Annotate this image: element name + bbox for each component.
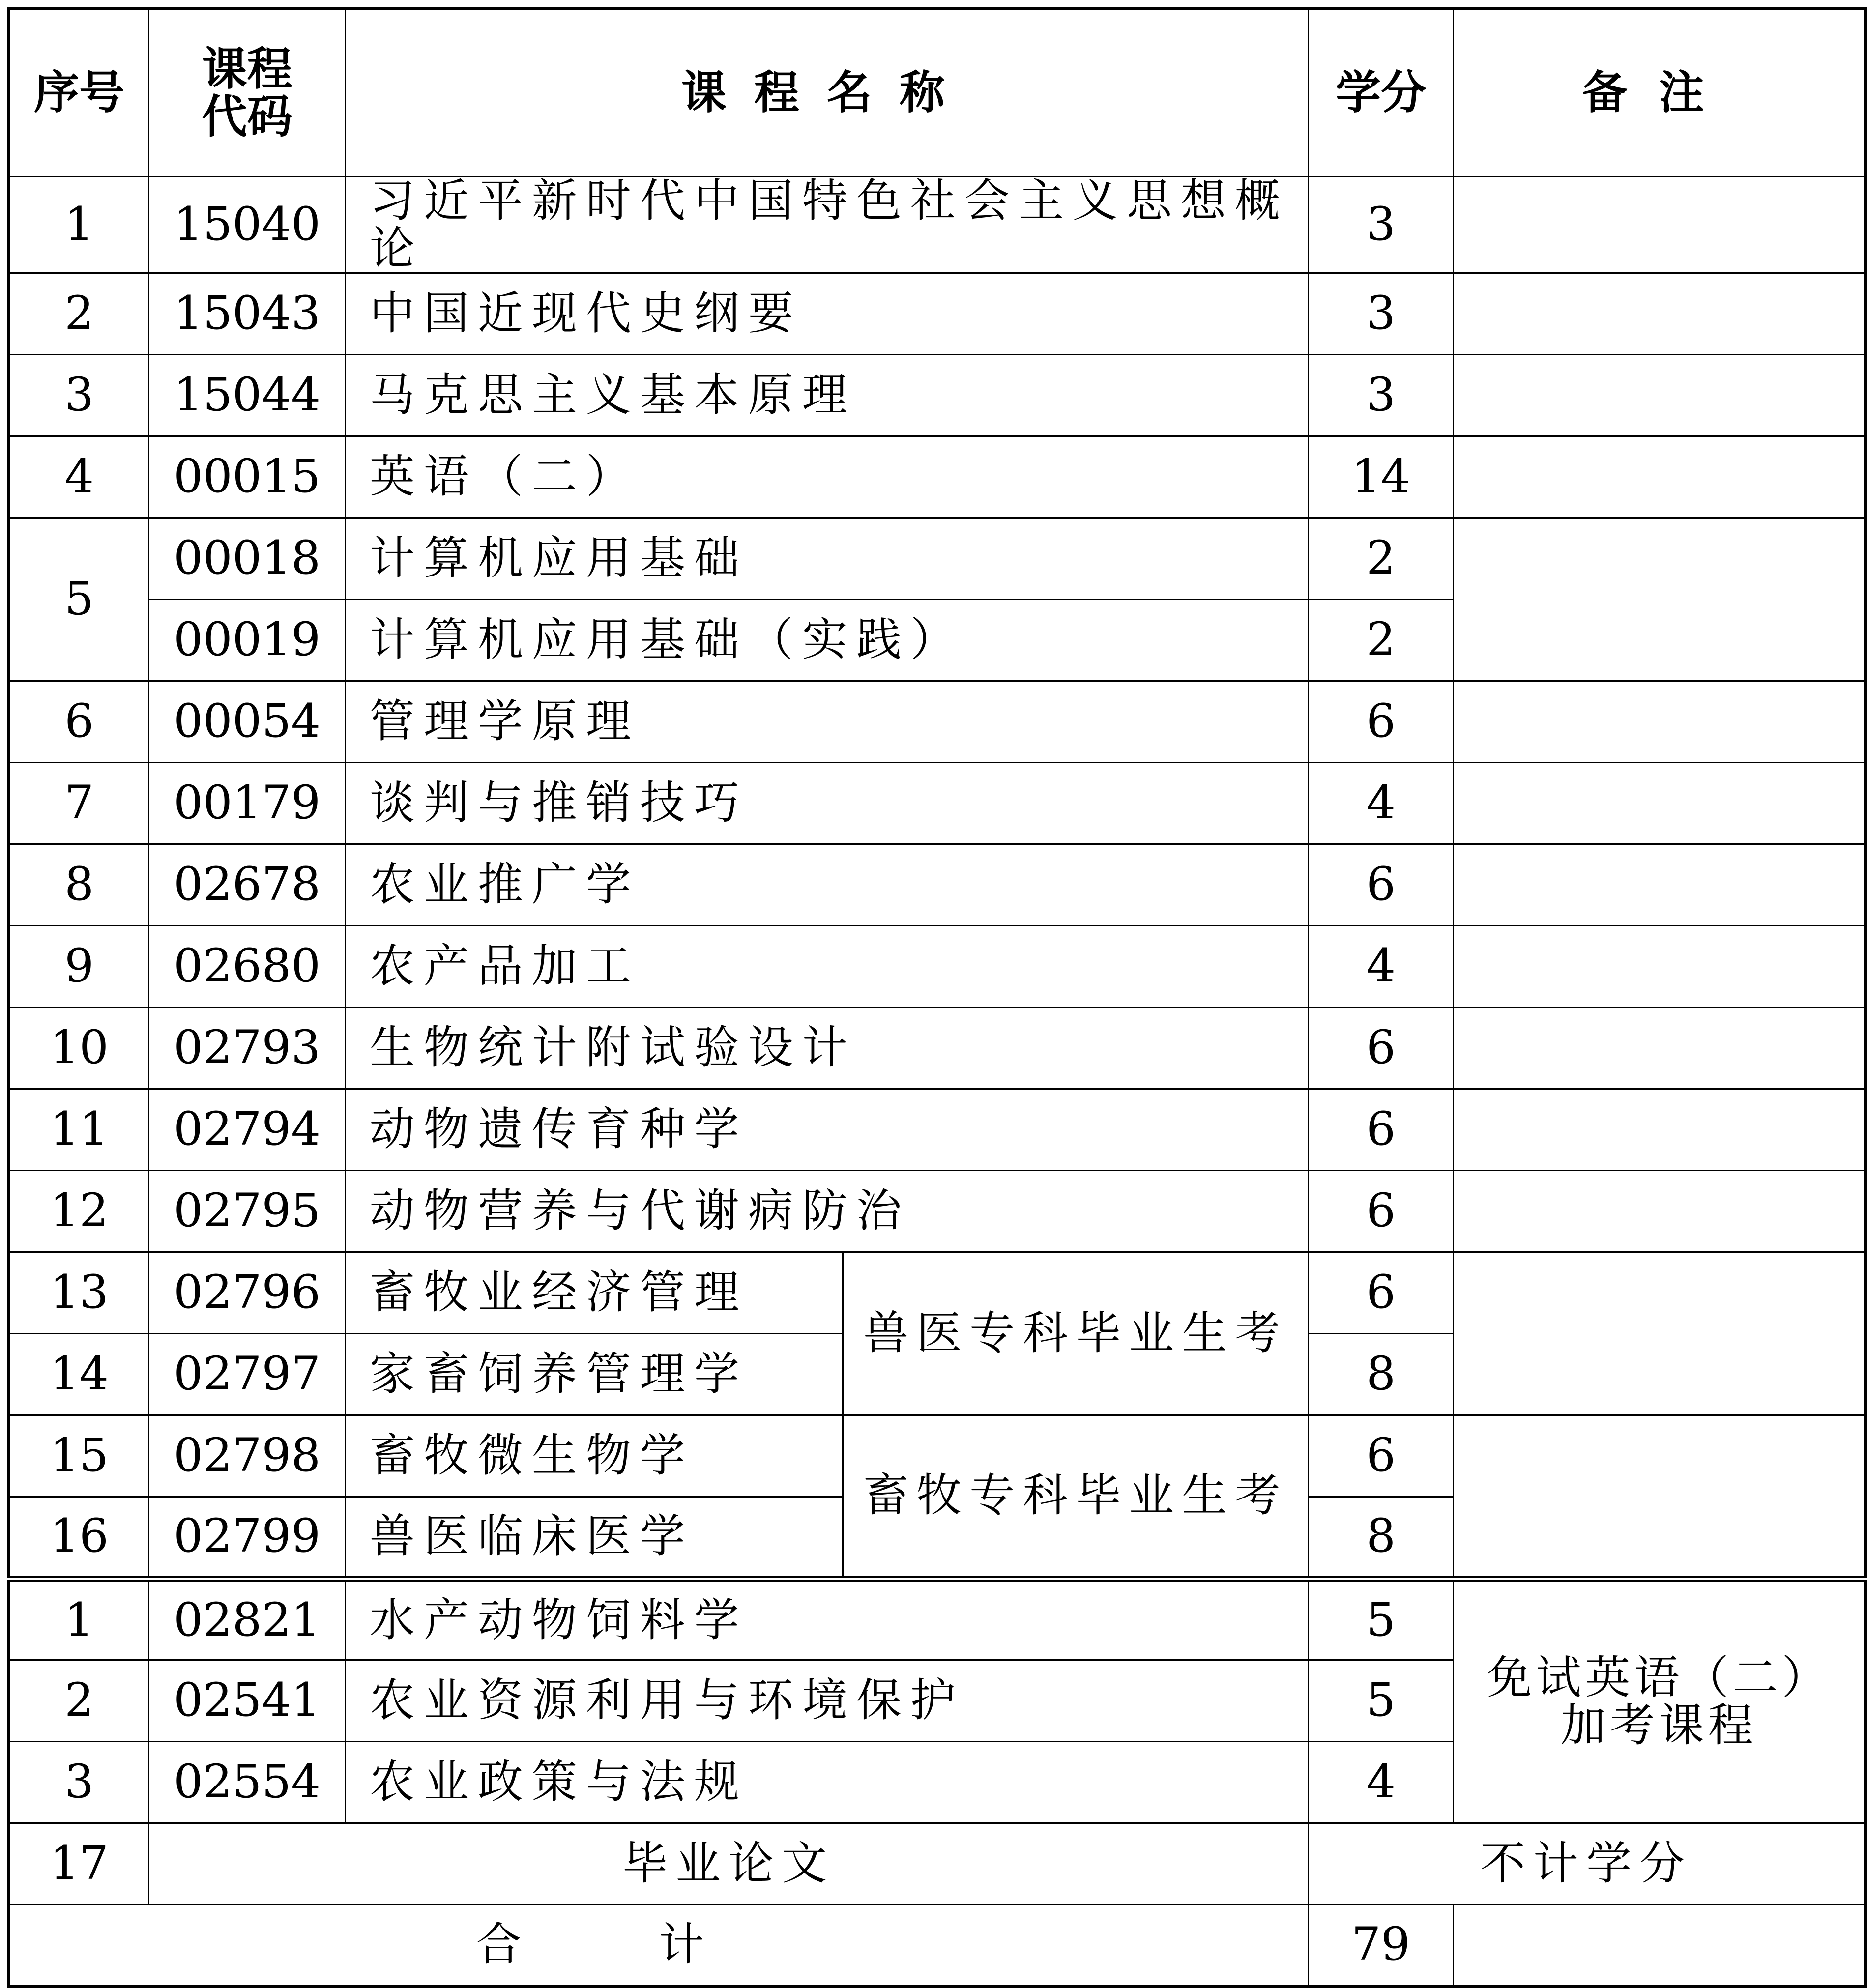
total-credit: 79 [1309, 1905, 1454, 1987]
credit-cell: 6 [1309, 1008, 1454, 1089]
header-code: 课程 代码 [149, 9, 346, 177]
code-cell: 02821 [149, 1579, 346, 1660]
remark-cell [1454, 177, 1866, 273]
name-cell: 生物统计附试验设计 [345, 1008, 1308, 1089]
credit-cell: 8 [1309, 1334, 1454, 1415]
seq-cell: 2 [9, 273, 149, 355]
header-credit: 学分 [1309, 9, 1454, 177]
table-row [9, 1171, 1866, 1252]
credit-cell: 6 [1309, 1089, 1454, 1171]
remark-cell [1454, 1171, 1866, 1252]
name-cell: 农业资源利用与环境保护 [345, 1660, 1308, 1742]
seq-cell: 5 [9, 518, 149, 681]
remark-cell [1454, 436, 1866, 518]
name-cell: 计算机应用基础（实践） [345, 600, 1308, 681]
remark-cell [1454, 518, 1866, 681]
seq-cell: 3 [9, 1742, 149, 1823]
credit-cell: 8 [1309, 1497, 1454, 1579]
credit-cell: 6 [1309, 681, 1454, 763]
remark-cell [1454, 844, 1866, 926]
code-cell: 00015 [149, 436, 346, 518]
table-row [9, 1008, 1866, 1089]
seq-cell: 1 [9, 177, 149, 273]
thesis-row [9, 1823, 1866, 1905]
credit-cell: 2 [1309, 518, 1454, 600]
credit-cell: 3 [1309, 177, 1454, 273]
code-cell: 00018 [149, 518, 346, 600]
name-cell: 畜牧业经济管理 [345, 1252, 843, 1334]
seq-cell: 9 [9, 926, 149, 1008]
seq-cell: 15 [9, 1415, 149, 1497]
seq-cell: 1 [9, 1579, 149, 1660]
credit-cell: 4 [1309, 926, 1454, 1008]
remark-cell [1454, 926, 1866, 1008]
remark-cell [1454, 681, 1866, 763]
remark-cell [1454, 1415, 1866, 1579]
credit-cell: 5 [1309, 1579, 1454, 1660]
course-table [7, 7, 1867, 1988]
credit-cell: 3 [1309, 355, 1454, 436]
code-cell: 02796 [149, 1252, 346, 1334]
credit-cell: 2 [1309, 600, 1454, 681]
remark-cell [1454, 1252, 1866, 1415]
credit-cell: 6 [1309, 1252, 1454, 1334]
group-note-vet: 兽医专科毕业生考 [843, 1252, 1309, 1415]
name-cell: 管理学原理 [345, 681, 1308, 763]
table-row [9, 1415, 1866, 1497]
seq-cell: 11 [9, 1089, 149, 1171]
table-row [9, 177, 1866, 273]
total-row [9, 1905, 1866, 1987]
table-row [9, 763, 1866, 844]
remark-cell [1454, 1008, 1866, 1089]
table-row [9, 518, 1866, 600]
code-cell: 00019 [149, 600, 346, 681]
code-cell: 15044 [149, 355, 346, 436]
seq-cell: 2 [9, 1660, 149, 1742]
header-row [9, 9, 1866, 177]
group-note-husbandry: 畜牧专科毕业生考 [843, 1415, 1309, 1579]
code-cell: 02541 [149, 1660, 346, 1742]
thesis-credit-note: 不计学分 [1309, 1823, 1866, 1905]
credit-cell: 6 [1309, 1415, 1454, 1497]
name-cell: 水产动物饲料学 [345, 1579, 1308, 1660]
credit-cell: 14 [1309, 436, 1454, 518]
name-cell: 家畜饲养管理学 [345, 1334, 843, 1415]
thesis-name: 毕业论文 [149, 1823, 1309, 1905]
seq-cell: 12 [9, 1171, 149, 1252]
seq-cell: 10 [9, 1008, 149, 1089]
total-label: 合计 [9, 1905, 1309, 1987]
name-cell: 农业政策与法规 [345, 1742, 1308, 1823]
remark-cell [1454, 763, 1866, 844]
seq-cell: 7 [9, 763, 149, 844]
seq-cell: 16 [9, 1497, 149, 1579]
course-plan [7, 7, 1867, 1988]
table-row [9, 355, 1866, 436]
name-cell: 马克思主义基本原理 [345, 355, 1308, 436]
credit-cell: 3 [1309, 273, 1454, 355]
name-cell: 计算机应用基础 [345, 518, 1308, 600]
code-cell: 02797 [149, 1334, 346, 1415]
code-cell: 02795 [149, 1171, 346, 1252]
table-row [9, 436, 1866, 518]
code-cell: 15040 [149, 177, 346, 273]
remark-cell [1454, 273, 1866, 355]
name-cell: 动物遗传育种学 [345, 1089, 1308, 1171]
seq-cell: 13 [9, 1252, 149, 1334]
remark-cell [1454, 355, 1866, 436]
table-row [9, 926, 1866, 1008]
table-row [9, 1089, 1866, 1171]
name-cell: 农产品加工 [345, 926, 1308, 1008]
code-cell: 02794 [149, 1089, 346, 1171]
code-cell: 00179 [149, 763, 346, 844]
name-cell: 中国近现代史纲要 [345, 273, 1308, 355]
table-row [9, 681, 1866, 763]
seq-cell: 3 [9, 355, 149, 436]
code-cell: 02798 [149, 1415, 346, 1497]
table-row [9, 1252, 1866, 1334]
code-cell: 02799 [149, 1497, 346, 1579]
header-seq: 序号 [9, 9, 149, 177]
name-cell: 谈判与推销技巧 [345, 763, 1308, 844]
code-cell: 15043 [149, 273, 346, 355]
extra-row [9, 1579, 1866, 1660]
code-cell: 00054 [149, 681, 346, 763]
name-cell: 动物营养与代谢病防治 [345, 1171, 1308, 1252]
seq-cell: 6 [9, 681, 149, 763]
extra-remark: 免试英语（二） 加考课程 [1454, 1579, 1866, 1823]
credit-cell: 6 [1309, 844, 1454, 926]
name-cell: 农业推广学 [345, 844, 1308, 926]
code-cell: 02678 [149, 844, 346, 926]
header-course-name: 课程名称 [345, 9, 1308, 177]
credit-cell: 6 [1309, 1171, 1454, 1252]
seq-cell: 4 [9, 436, 149, 518]
code-cell: 02554 [149, 1742, 346, 1823]
table-row [9, 273, 1866, 355]
name-cell: 英语（二） [345, 436, 1308, 518]
header-remark: 备注 [1454, 9, 1866, 177]
credit-cell: 4 [1309, 763, 1454, 844]
seq-cell: 14 [9, 1334, 149, 1415]
table-row [9, 844, 1866, 926]
code-cell: 02680 [149, 926, 346, 1008]
remark-cell [1454, 1089, 1866, 1171]
name-cell: 习近平新时代中国特色社会主义思想概论 [345, 177, 1308, 273]
remark-cell [1454, 1905, 1866, 1987]
credit-cell: 4 [1309, 1742, 1454, 1823]
seq-cell: 17 [9, 1823, 149, 1905]
name-cell: 畜牧微生物学 [345, 1415, 843, 1497]
credit-cell: 5 [1309, 1660, 1454, 1742]
name-cell: 兽医临床医学 [345, 1497, 843, 1579]
code-cell: 02793 [149, 1008, 346, 1089]
seq-cell: 8 [9, 844, 149, 926]
